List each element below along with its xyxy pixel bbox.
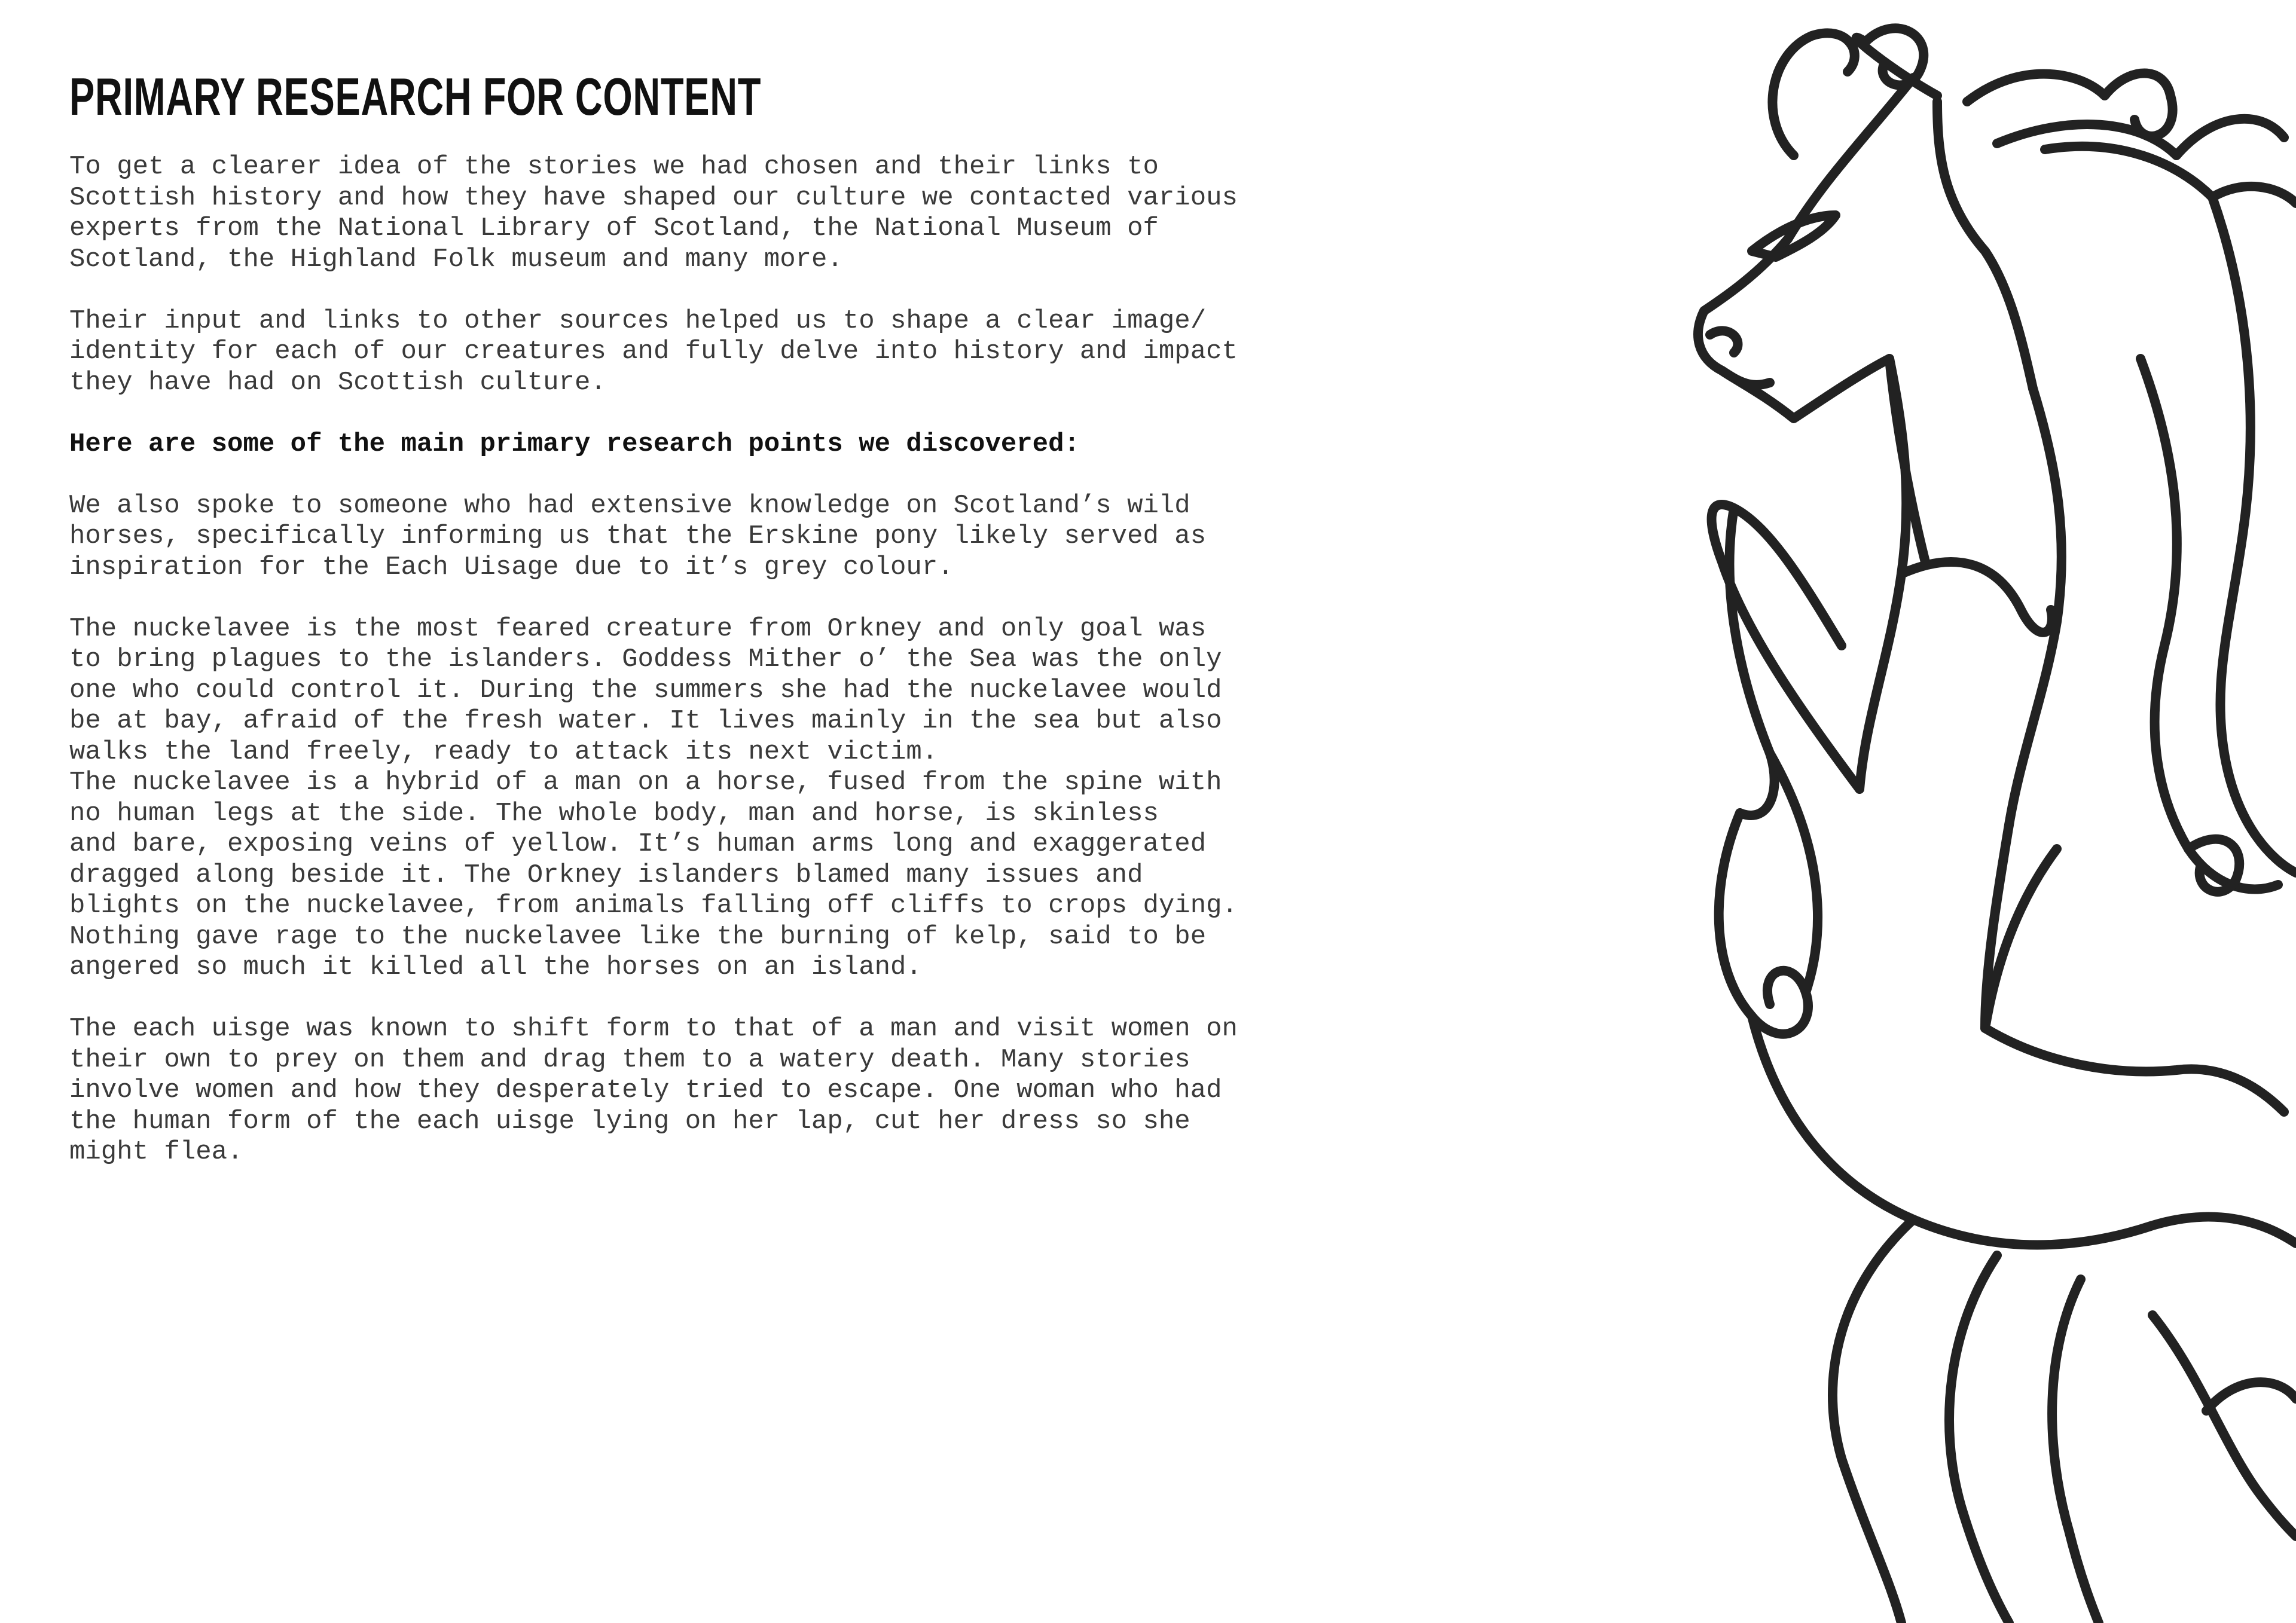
research-points-heading: Here are some of the main primary research points we discovered: xyxy=(69,429,1080,459)
paragraph-nuckelavee-origin: The nuckelavee is the most feared creature from Orkney and only goal was to bring plagues to the islanders. Goddess Mither o’ the Sea was the only one who could control it. During the summers she had the nuckelavee would be at bay, afraid of the fresh water. It lives mainly in the sea but also walks the land freely, ready to attack its next victim. xyxy=(69,613,1222,767)
celtic-kelpie-icon xyxy=(1686,0,2296,1623)
paragraph-nuckelavee-description: The nuckelavee is a hybrid of a man on a horse, fused from the spine with no human legs at the side. The whole body, man and horse, is skinless and bare, exposing veins of yellow. It’s human arms long and exaggerated dragged along beside it. The Orkney islanders blamed many issues and blights on the nuckelavee, from animals falling off cliffs to crops dying. Nothing gave rage to the nuckelavee like the burning of kelp, said to be angered so much it killed all the horses on an island. xyxy=(69,768,1238,982)
paragraph-wild-horses: We also spoke to someone who had extensive knowledge on Scotland’s wild horses, specifically informing us that the Erskine pony likely served as inspiration for the Each Uisage due to it’s grey colour. xyxy=(69,490,1207,582)
kelpie-illustration xyxy=(1686,0,2296,1623)
page-title: PRIMARY RESEARCH FOR CONTENT xyxy=(69,67,762,126)
paragraph-each-uisge: The each uisge was known to shift form to that of a man and visit women on their own to prey on them and drag them to a watery death. Many stories involve women and how they desperately tried to escape. One woman who had the human form of the each uisge lying on her lap, cut her dress so she might flea. xyxy=(69,1014,1238,1167)
text-column xyxy=(69,67,1301,1199)
paragraph-intro: To get a clearer idea of the stories we had chosen and their links to Scottish history and how they have shaped our culture we contacted various experts from the National Library of Scotland, the National Museum of Scotland, the Highland Folk museum and many more. xyxy=(69,152,1238,274)
paragraph-sources: Their input and links to other sources helped us to shape a clear image/ identity for each of our creatures and fully delve into history and impact they have had on Scottish culture. xyxy=(69,305,1238,398)
